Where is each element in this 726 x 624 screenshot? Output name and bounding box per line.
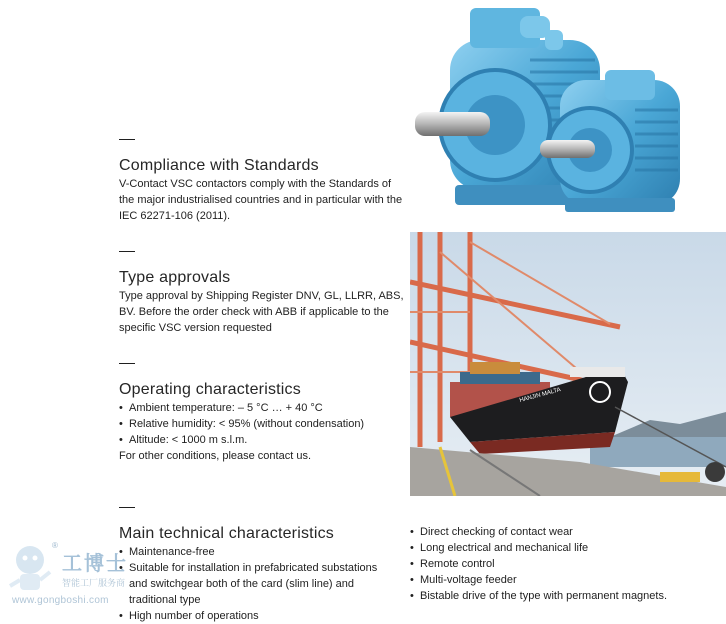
section-title: Operating characteristics xyxy=(119,381,301,398)
section-body: Type approval by Shipping Register DNV, GL, LLRR, ABS, BV. Before the order check with ABB if applicable to the specific VSC version requested xyxy=(119,290,404,334)
section-compliance xyxy=(119,139,404,224)
section-title: Compliance with Standards xyxy=(119,157,319,174)
list-item: • Ambient temperature: – 5 °C … + 40 °C xyxy=(119,400,404,416)
registered-mark: ® xyxy=(52,541,58,550)
list-item: • Bistable drive of the type with permanent magnets. xyxy=(410,588,710,604)
watermark-brand: 工博士 xyxy=(62,551,128,575)
section-technical xyxy=(119,507,384,624)
list-item: • High number of operations xyxy=(119,608,384,624)
section-title: Type approvals xyxy=(119,269,231,286)
section-divider xyxy=(119,251,135,252)
list-item: • Multi-voltage feeder xyxy=(410,572,710,588)
section-body: V-Contact VSC contactors comply with the Standards of the major industrialised countries and in particular with the IEC 62271-106 (2011). xyxy=(119,178,403,222)
section-divider xyxy=(119,139,135,140)
bullet-list-left xyxy=(119,544,384,624)
electric-motors-image xyxy=(410,0,700,218)
container-ship-port-image xyxy=(410,232,726,496)
bullet-list xyxy=(119,400,404,448)
ship-name-text: HANJIN MALTA xyxy=(518,387,562,404)
section-note: For other conditions, please contact us. xyxy=(119,450,311,462)
list-item: • Suitable for installation in prefabricated substations and switchgear both of the card (slim line) and traditional type xyxy=(119,560,384,608)
list-item: • Altitude: < 1000 m s.l.m. xyxy=(119,432,404,448)
section-type-approvals xyxy=(119,251,404,336)
section-divider xyxy=(119,363,135,364)
list-item: • Relative humidity: < 95% (without condensation) xyxy=(119,416,404,432)
technical-right-column xyxy=(410,524,710,604)
watermark-url: www.gongboshi.com xyxy=(12,595,109,606)
list-item: • Maintenance-free xyxy=(119,544,384,560)
list-item: • Remote control xyxy=(410,556,710,572)
section-operating xyxy=(119,363,404,464)
list-item: • Direct checking of contact wear xyxy=(410,524,710,540)
bullet-list-right xyxy=(410,524,710,604)
list-item: • Long electrical and mechanical life xyxy=(410,540,710,556)
section-title: Main technical characteristics xyxy=(119,525,334,542)
section-divider xyxy=(119,507,135,508)
watermark-slogan: 智能工厂服务商 xyxy=(62,578,126,588)
